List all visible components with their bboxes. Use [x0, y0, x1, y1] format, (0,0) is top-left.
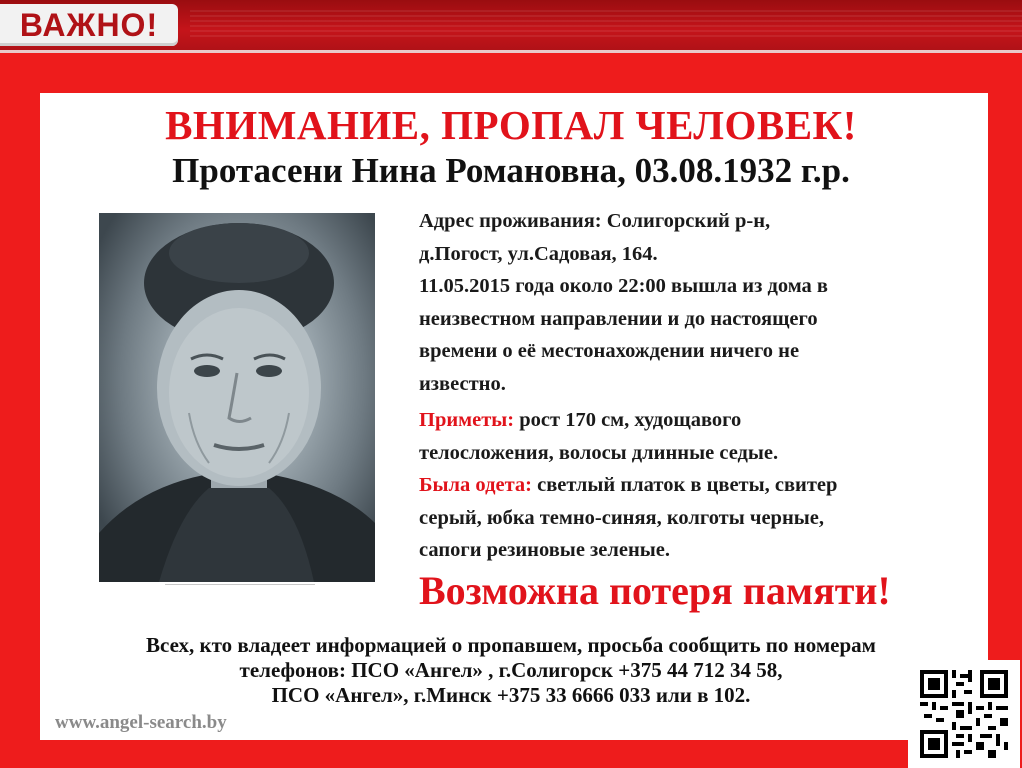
- person-photo: [99, 213, 375, 582]
- address-line-2: д.Погост, ул.Садовая, 164.: [419, 242, 658, 265]
- important-badge-label: ВАЖНО!: [19, 6, 159, 43]
- date-line-1: 11.05.2015 года около 22:00 вышла из дома в: [419, 275, 828, 297]
- info-block: [419, 205, 959, 567]
- date-line-2: неизвестном направлении и до настоящего: [419, 307, 818, 330]
- address-line-1: Адрес проживания: Солигорский р-н,: [419, 210, 771, 232]
- clothes-line-2: серый, юбка темно-синяя, колготы черные,: [419, 506, 824, 529]
- top-bar: [0, 0, 1022, 53]
- signs-text-1: рост 170 см, худощавого: [514, 409, 742, 431]
- qr-code[interactable]: [908, 660, 1020, 768]
- headline: ВНИМАНИЕ, ПРОПАЛ ЧЕЛОВЕК!: [165, 102, 857, 148]
- signs-line-1: [419, 404, 959, 437]
- signs-label: Приметы:: [419, 409, 515, 431]
- clothes-text-1: светлый платок в цветы, свитер: [531, 474, 838, 496]
- memory-loss-note: Возможна потеря памяти!: [419, 568, 891, 613]
- clothes-label: Была одета:: [419, 474, 532, 496]
- clothes-line-3: сапоги резиновые зеленые.: [419, 539, 671, 561]
- contacts-line-1: Всех, кто владеет информацией о пропавшем, просьба сообщить по номерам: [146, 633, 876, 657]
- qr-code-icon: [920, 670, 1008, 758]
- photo-caption-line: [165, 584, 315, 591]
- date-line-4: известно.: [419, 372, 506, 395]
- contacts-block: [0, 633, 1022, 708]
- portrait-illustration: [99, 213, 375, 582]
- date-line-3: времени о её местонахождении ничего не: [419, 340, 800, 362]
- important-badge: [0, 4, 178, 46]
- clothes-line-1: [419, 469, 959, 502]
- person-name-line: Протасени Нина Романовна, 03.08.1932 г.р.: [172, 151, 850, 190]
- contacts-line-2: телефонов: ПСО «Ангел» , г.Солигорск +375 44 712 34 58,: [239, 658, 783, 682]
- contacts-line-3: ПСО «Ангел», г.Минск +375 33 6666 033 или в 102.: [271, 683, 751, 707]
- top-bar-stripes: [190, 10, 1022, 38]
- signs-line-2: телосложения, волосы длинные седые.: [419, 441, 779, 464]
- website-link[interactable]: www.angel-search.by: [55, 712, 227, 733]
